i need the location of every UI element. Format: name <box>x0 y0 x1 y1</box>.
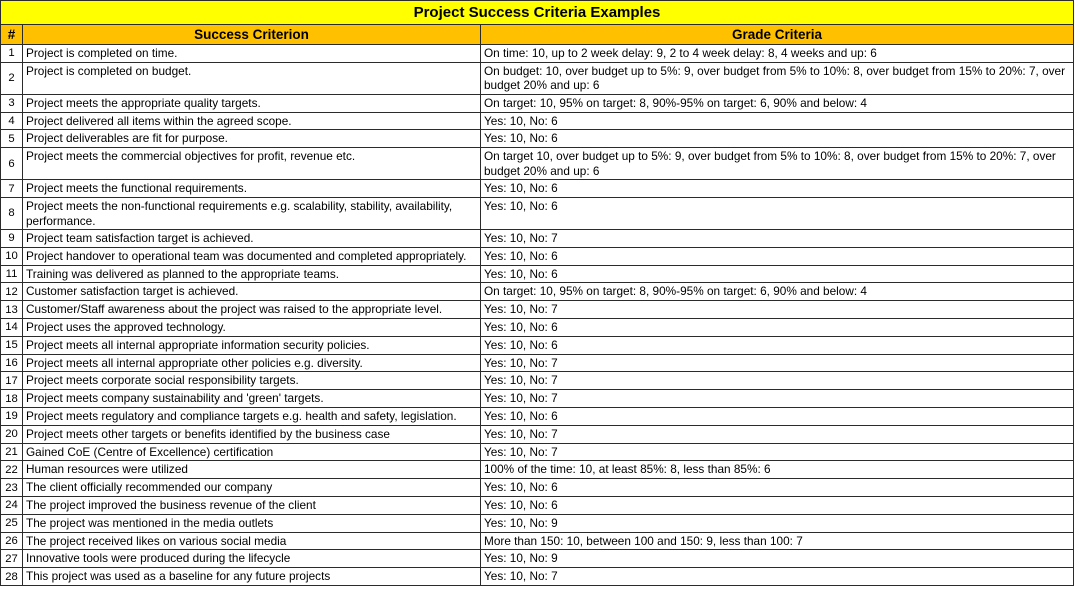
grade-cell: Yes: 10, No: 7 <box>481 354 1074 372</box>
grade-cell: More than 150: 10, between 100 and 150: 9, less than 100: 7 <box>481 532 1074 550</box>
grade-cell: Yes: 10, No: 7 <box>481 443 1074 461</box>
table-row <box>1 283 1074 301</box>
criterion-cell: Project deliverables are fit for purpose. <box>23 130 481 148</box>
grade-cell: Yes: 10, No: 7 <box>481 390 1074 408</box>
grade-cell: Yes: 10, No: 6 <box>481 336 1074 354</box>
criterion-cell: Project meets other targets or benefits identified by the business case <box>23 425 481 443</box>
row-number-cell: 11 <box>1 265 23 283</box>
criterion-cell: Customer satisfaction target is achieved. <box>23 283 481 301</box>
table-row <box>1 247 1074 265</box>
criterion-cell: Innovative tools were produced during the lifecycle <box>23 550 481 568</box>
table-row <box>1 390 1074 408</box>
row-number-cell: 21 <box>1 443 23 461</box>
header-row <box>1 25 1074 45</box>
row-number-cell: 8 <box>1 197 23 229</box>
row-number-cell: 22 <box>1 461 23 479</box>
row-number-cell: 13 <box>1 301 23 319</box>
table-row <box>1 372 1074 390</box>
row-number-cell: 14 <box>1 318 23 336</box>
grade-cell: Yes: 10, No: 6 <box>481 479 1074 497</box>
grade-cell: On target: 10, 95% on target: 8, 90%-95% on target: 6, 90% and below: 4 <box>481 94 1074 112</box>
criterion-cell: Gained CoE (Centre of Excellence) certification <box>23 443 481 461</box>
table-row <box>1 148 1074 180</box>
grade-cell: Yes: 10, No: 9 <box>481 514 1074 532</box>
criterion-cell: Project meets all internal appropriate other policies e.g. diversity. <box>23 354 481 372</box>
row-number-cell: 27 <box>1 550 23 568</box>
grade-cell: Yes: 10, No: 7 <box>481 301 1074 319</box>
table-row <box>1 532 1074 550</box>
criterion-cell: Training was delivered as planned to the appropriate teams. <box>23 265 481 283</box>
criterion-cell: This project was used as a baseline for any future projects <box>23 568 481 586</box>
row-number-cell: 2 <box>1 62 23 94</box>
criterion-cell: Customer/Staff awareness about the project was raised to the appropriate level. <box>23 301 481 319</box>
table-row <box>1 425 1074 443</box>
grade-cell: Yes: 10, No: 6 <box>481 197 1074 229</box>
table-row <box>1 514 1074 532</box>
grade-cell: On target: 10, 95% on target: 8, 90%-95% on target: 6, 90% and below: 4 <box>481 283 1074 301</box>
column-header-grade-criteria: Grade Criteria <box>481 25 1074 45</box>
table-row <box>1 336 1074 354</box>
row-number-cell: 24 <box>1 496 23 514</box>
grade-cell: Yes: 10, No: 6 <box>481 180 1074 198</box>
table-row <box>1 229 1074 247</box>
row-number-cell: 6 <box>1 148 23 180</box>
grade-cell: 100% of the time: 10, at least 85%: 8, less than 85%: 6 <box>481 461 1074 479</box>
criterion-cell: Project handover to operational team was documented and completed appropriately. <box>23 247 481 265</box>
grade-cell: Yes: 10, No: 6 <box>481 496 1074 514</box>
criterion-cell: Project meets the commercial objectives for profit, revenue etc. <box>23 148 481 180</box>
criterion-cell: Project meets company sustainability and 'green' targets. <box>23 390 481 408</box>
grade-cell: On budget: 10, over budget up to 5%: 9, over budget from 5% to 10%: 8, over budget from 15% to 20%: 7, over budget 20% and up: 6 <box>481 62 1074 94</box>
row-number-cell: 25 <box>1 514 23 532</box>
criterion-cell: Project meets the non-functional requirements e.g. scalability, stability, availability, performance. <box>23 197 481 229</box>
criterion-cell: Project uses the approved technology. <box>23 318 481 336</box>
criterion-cell: Project meets regulatory and compliance targets e.g. health and safety, legislation. <box>23 407 481 425</box>
table-row <box>1 496 1074 514</box>
grade-cell: Yes: 10, No: 6 <box>481 407 1074 425</box>
grade-cell: Yes: 10, No: 7 <box>481 425 1074 443</box>
row-number-cell: 1 <box>1 45 23 63</box>
grade-cell: Yes: 10, No: 6 <box>481 247 1074 265</box>
table-row <box>1 45 1074 63</box>
row-number-cell: 9 <box>1 229 23 247</box>
criterion-cell: Human resources were utilized <box>23 461 481 479</box>
grade-cell: Yes: 10, No: 9 <box>481 550 1074 568</box>
table-row <box>1 112 1074 130</box>
table-row <box>1 568 1074 586</box>
grade-cell: Yes: 10, No: 6 <box>481 318 1074 336</box>
table-row <box>1 301 1074 319</box>
criterion-cell: Project delivered all items within the agreed scope. <box>23 112 481 130</box>
grade-cell: Yes: 10, No: 7 <box>481 372 1074 390</box>
grade-cell: Yes: 10, No: 6 <box>481 265 1074 283</box>
criterion-cell: Project meets the functional requirements. <box>23 180 481 198</box>
row-number-cell: 19 <box>1 407 23 425</box>
table-row <box>1 94 1074 112</box>
criterion-cell: Project meets corporate social responsibility targets. <box>23 372 481 390</box>
grade-cell: Yes: 10, No: 6 <box>481 112 1074 130</box>
criterion-cell: Project meets all internal appropriate information security policies. <box>23 336 481 354</box>
criterion-cell: The project was mentioned in the media outlets <box>23 514 481 532</box>
grade-cell: Yes: 10, No: 7 <box>481 568 1074 586</box>
table-row <box>1 407 1074 425</box>
table-row <box>1 318 1074 336</box>
row-number-cell: 26 <box>1 532 23 550</box>
grade-cell: On time: 10, up to 2 week delay: 9, 2 to 4 week delay: 8, 4 weeks and up: 6 <box>481 45 1074 63</box>
table-row <box>1 62 1074 94</box>
criterion-cell: Project is completed on time. <box>23 45 481 63</box>
table-row <box>1 265 1074 283</box>
row-number-cell: 23 <box>1 479 23 497</box>
table-row <box>1 130 1074 148</box>
row-number-cell: 17 <box>1 372 23 390</box>
row-number-cell: 28 <box>1 568 23 586</box>
criterion-cell: The client officially recommended our company <box>23 479 481 497</box>
table-row <box>1 443 1074 461</box>
criterion-cell: The project received likes on various social media <box>23 532 481 550</box>
row-number-cell: 15 <box>1 336 23 354</box>
row-number-cell: 5 <box>1 130 23 148</box>
grade-cell: Yes: 10, No: 7 <box>481 229 1074 247</box>
criterion-cell: The project improved the business revenue of the client <box>23 496 481 514</box>
grade-cell: Yes: 10, No: 6 <box>481 130 1074 148</box>
row-number-cell: 16 <box>1 354 23 372</box>
column-header-number: # <box>1 25 23 45</box>
row-number-cell: 3 <box>1 94 23 112</box>
table-row <box>1 197 1074 229</box>
column-header-success-criterion: Success Criterion <box>23 25 481 45</box>
row-number-cell: 7 <box>1 180 23 198</box>
title-row <box>1 1 1074 25</box>
criterion-cell: Project team satisfaction target is achieved. <box>23 229 481 247</box>
row-number-cell: 4 <box>1 112 23 130</box>
grade-cell: On target 10, over budget up to 5%: 9, over budget from 5% to 10%: 8, over budget from 15% to 20%: 7, over budget 20% and up: 6 <box>481 148 1074 180</box>
criterion-cell: Project is completed on budget. <box>23 62 481 94</box>
page-title: Project Success Criteria Examples <box>1 1 1074 25</box>
table-row <box>1 550 1074 568</box>
row-number-cell: 10 <box>1 247 23 265</box>
table-row <box>1 180 1074 198</box>
criterion-cell: Project meets the appropriate quality targets. <box>23 94 481 112</box>
table-row <box>1 461 1074 479</box>
row-number-cell: 12 <box>1 283 23 301</box>
table-row <box>1 479 1074 497</box>
row-number-cell: 20 <box>1 425 23 443</box>
table-row <box>1 354 1074 372</box>
row-number-cell: 18 <box>1 390 23 408</box>
